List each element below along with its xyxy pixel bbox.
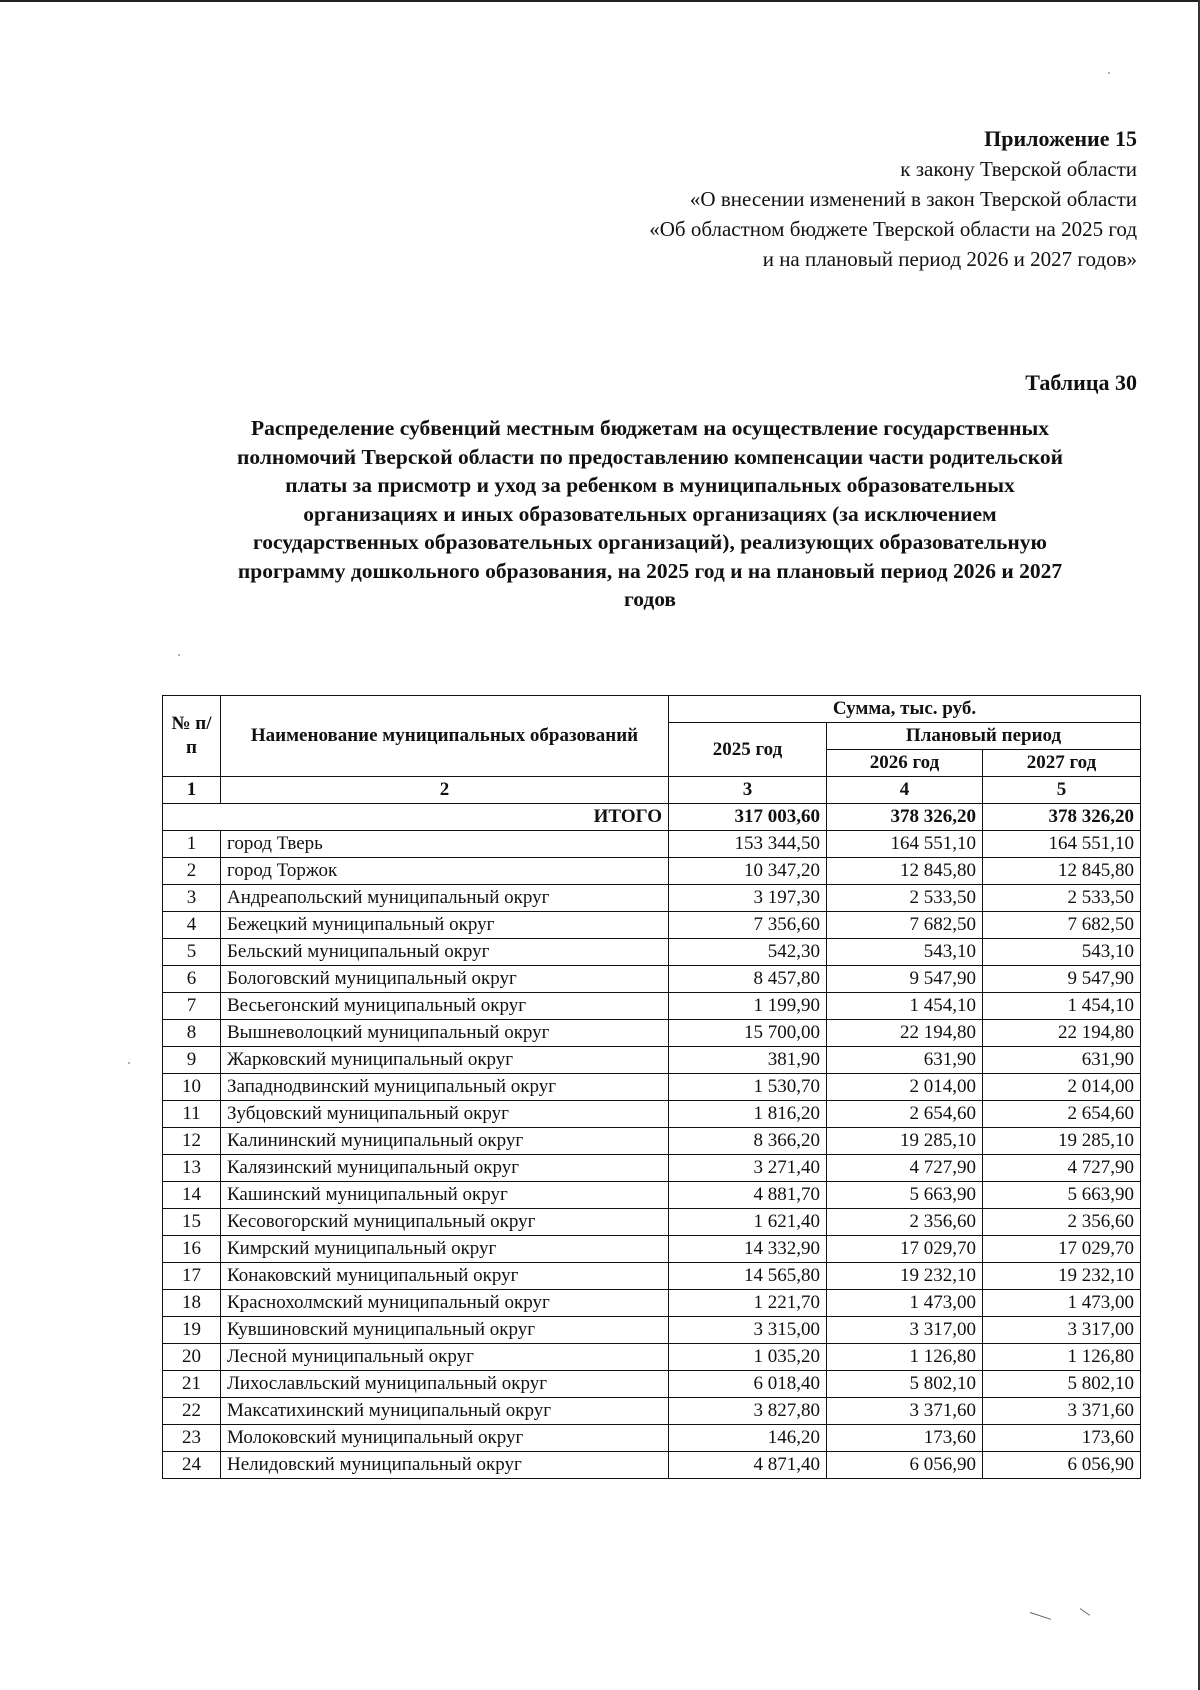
row-name: Кимрский муниципальный округ <box>221 1236 669 1263</box>
row-number: 6 <box>163 966 221 993</box>
total-row <box>163 804 1141 831</box>
row-number: 20 <box>163 1344 221 1371</box>
table-row <box>163 1236 1141 1263</box>
row-number: 21 <box>163 1371 221 1398</box>
row-2026: 3 317,00 <box>827 1317 983 1344</box>
table-row <box>163 1047 1141 1074</box>
row-2025: 14 332,90 <box>669 1236 827 1263</box>
appendix-line: «О внесении изменений в закон Тверской области <box>689 187 1137 211</box>
table-row <box>163 1452 1141 1479</box>
table-row <box>163 885 1141 912</box>
title-line: Распределение субвенций местным бюджетам на осуществление государственных <box>250 416 1050 440</box>
row-2027: 543,10 <box>983 939 1141 966</box>
row-name: Весьегонский муниципальный округ <box>221 993 669 1020</box>
document-title <box>150 414 1150 614</box>
table-row <box>163 1398 1141 1425</box>
index-cell: 5 <box>983 777 1141 804</box>
row-2027: 164 551,10 <box>983 831 1141 858</box>
row-number: 10 <box>163 1074 221 1101</box>
row-2025: 8 457,80 <box>669 966 827 993</box>
row-2026: 2 654,60 <box>827 1101 983 1128</box>
table-row <box>163 1155 1141 1182</box>
row-2027: 7 682,50 <box>983 912 1141 939</box>
row-2027: 631,90 <box>983 1047 1141 1074</box>
appendix-title: Приложение 15 <box>984 126 1137 151</box>
row-2026: 5 663,90 <box>827 1182 983 1209</box>
row-2027: 2 014,00 <box>983 1074 1141 1101</box>
row-2026: 164 551,10 <box>827 831 983 858</box>
row-2026: 2 014,00 <box>827 1074 983 1101</box>
row-2025: 3 315,00 <box>669 1317 827 1344</box>
row-2027: 2 654,60 <box>983 1101 1141 1128</box>
row-2026: 1 473,00 <box>827 1290 983 1317</box>
table-row <box>163 1425 1141 1452</box>
row-number: 24 <box>163 1452 221 1479</box>
row-2026: 12 845,80 <box>827 858 983 885</box>
table-row <box>163 1263 1141 1290</box>
row-2027: 1 126,80 <box>983 1344 1141 1371</box>
row-number: 9 <box>163 1047 221 1074</box>
total-2026: 378 326,20 <box>827 804 983 831</box>
row-2026: 2 356,60 <box>827 1209 983 1236</box>
header-2026: 2026 год <box>827 750 983 777</box>
title-line: годов <box>623 587 677 611</box>
row-2026: 5 802,10 <box>827 1371 983 1398</box>
row-2025: 3 827,80 <box>669 1398 827 1425</box>
row-name: Андреапольский муниципальный округ <box>221 885 669 912</box>
row-name: Зубцовский муниципальный округ <box>221 1101 669 1128</box>
header-planned: Плановый период <box>827 723 1141 750</box>
row-2027: 19 285,10 <box>983 1128 1141 1155</box>
row-2025: 6 018,40 <box>669 1371 827 1398</box>
row-number: 13 <box>163 1155 221 1182</box>
row-2027: 4 727,90 <box>983 1155 1141 1182</box>
table-row <box>163 831 1141 858</box>
row-2025: 153 344,50 <box>669 831 827 858</box>
subvention-table <box>162 695 1141 1479</box>
appendix-line: «Об областном бюджете Тверской области на 2025 год <box>649 217 1137 241</box>
table-row <box>163 1344 1141 1371</box>
row-number: 18 <box>163 1290 221 1317</box>
title-line: платы за присмотр и уход за ребенком в муниципальных образовательных <box>285 473 1015 497</box>
row-2025: 1 221,70 <box>669 1290 827 1317</box>
row-name: Конаковский муниципальный округ <box>221 1263 669 1290</box>
row-number: 5 <box>163 939 221 966</box>
row-number: 2 <box>163 858 221 885</box>
row-name: Вышневолоцкий муниципальный округ <box>221 1020 669 1047</box>
row-2027: 6 056,90 <box>983 1452 1141 1479</box>
scan-speck <box>128 1062 130 1064</box>
row-2027: 19 232,10 <box>983 1263 1141 1290</box>
row-2026: 1 454,10 <box>827 993 983 1020</box>
table-row <box>163 1317 1141 1344</box>
table-row <box>163 993 1141 1020</box>
scan-speck <box>178 654 180 656</box>
row-2025: 15 700,00 <box>669 1020 827 1047</box>
row-2027: 9 547,90 <box>983 966 1141 993</box>
row-name: Нелидовский муниципальный округ <box>221 1452 669 1479</box>
page-edge-top <box>0 0 1200 2</box>
row-name: Калязинский муниципальный округ <box>221 1155 669 1182</box>
row-2025: 146,20 <box>669 1425 827 1452</box>
row-2026: 3 371,60 <box>827 1398 983 1425</box>
index-cell: 3 <box>669 777 827 804</box>
header-2025: 2025 год <box>669 723 827 777</box>
row-number: 4 <box>163 912 221 939</box>
row-number: 12 <box>163 1128 221 1155</box>
row-2026: 19 232,10 <box>827 1263 983 1290</box>
row-number: 8 <box>163 1020 221 1047</box>
row-name: Жарковский муниципальный округ <box>221 1047 669 1074</box>
index-cell: 1 <box>163 777 221 804</box>
row-name: Краснохолмский муниципальный округ <box>221 1290 669 1317</box>
table-row <box>163 1101 1141 1128</box>
index-cell: 4 <box>827 777 983 804</box>
header-num-label: № п/п <box>171 713 212 758</box>
table-row <box>163 939 1141 966</box>
row-2025: 7 356,60 <box>669 912 827 939</box>
row-number: 1 <box>163 831 221 858</box>
row-number: 15 <box>163 1209 221 1236</box>
index-cell: 2 <box>221 777 669 804</box>
header-name: Наименование муниципальных образований <box>221 696 669 777</box>
row-number: 17 <box>163 1263 221 1290</box>
row-name: Калининский муниципальный округ <box>221 1128 669 1155</box>
row-2026: 543,10 <box>827 939 983 966</box>
row-2026: 631,90 <box>827 1047 983 1074</box>
row-2025: 4 871,40 <box>669 1452 827 1479</box>
row-2025: 1 199,90 <box>669 993 827 1020</box>
row-2026: 4 727,90 <box>827 1155 983 1182</box>
header-2027: 2027 год <box>983 750 1141 777</box>
row-name: город Тверь <box>221 831 669 858</box>
row-name: Кашинский муниципальный округ <box>221 1182 669 1209</box>
row-2027: 22 194,80 <box>983 1020 1141 1047</box>
row-2027: 5 663,90 <box>983 1182 1141 1209</box>
row-number: 7 <box>163 993 221 1020</box>
row-number: 16 <box>163 1236 221 1263</box>
appendix-block <box>649 124 1137 274</box>
table-row <box>163 1290 1141 1317</box>
row-number: 23 <box>163 1425 221 1452</box>
row-2025: 4 881,70 <box>669 1182 827 1209</box>
table-row <box>163 912 1141 939</box>
row-number: 3 <box>163 885 221 912</box>
row-name: Кувшиновский муниципальный округ <box>221 1317 669 1344</box>
row-2027: 173,60 <box>983 1425 1141 1452</box>
table-row <box>163 1371 1141 1398</box>
total-2027: 378 326,20 <box>983 804 1141 831</box>
row-2025: 1 035,20 <box>669 1344 827 1371</box>
row-2025: 14 565,80 <box>669 1263 827 1290</box>
row-number: 14 <box>163 1182 221 1209</box>
row-name: Бельский муниципальный округ <box>221 939 669 966</box>
row-2026: 2 533,50 <box>827 885 983 912</box>
row-2025: 542,30 <box>669 939 827 966</box>
row-name: Лесной муниципальный округ <box>221 1344 669 1371</box>
row-name: Молоковский муниципальный округ <box>221 1425 669 1452</box>
row-name: Бежецкий муниципальный округ <box>221 912 669 939</box>
table-row <box>163 1074 1141 1101</box>
row-2026: 173,60 <box>827 1425 983 1452</box>
row-name: Лихославльский муниципальный округ <box>221 1371 669 1398</box>
table-row <box>163 1020 1141 1047</box>
row-name: город Торжок <box>221 858 669 885</box>
header-sum: Сумма, тыс. руб. <box>669 696 1141 723</box>
header-num <box>163 696 221 777</box>
row-2026: 6 056,90 <box>827 1452 983 1479</box>
row-2025: 1 621,40 <box>669 1209 827 1236</box>
table-row <box>163 1182 1141 1209</box>
row-2027: 3 371,60 <box>983 1398 1141 1425</box>
row-2026: 9 547,90 <box>827 966 983 993</box>
row-2027: 12 845,80 <box>983 858 1141 885</box>
row-2025: 10 347,20 <box>669 858 827 885</box>
row-2027: 2 356,60 <box>983 1209 1141 1236</box>
row-2026: 7 682,50 <box>827 912 983 939</box>
row-number: 11 <box>163 1101 221 1128</box>
total-label: ИТОГО <box>163 804 669 831</box>
row-2025: 1 816,20 <box>669 1101 827 1128</box>
title-line: организациях и иных образовательных организациях (за исключением <box>303 501 997 526</box>
scan-speck <box>1108 72 1110 74</box>
row-name: Западнодвинский муниципальный округ <box>221 1074 669 1101</box>
appendix-line: к закону Тверской области <box>900 157 1137 181</box>
row-2027: 3 317,00 <box>983 1317 1141 1344</box>
appendix-line: и на плановый период 2026 и 2027 годов» <box>762 247 1137 271</box>
row-2027: 17 029,70 <box>983 1236 1141 1263</box>
row-name: Бологовский муниципальный округ <box>221 966 669 993</box>
title-line: программу дошкольного образования, на 2025 год и на плановый период 2026 и 2027 <box>237 558 1063 583</box>
total-2025: 317 003,60 <box>669 804 827 831</box>
row-2026: 17 029,70 <box>827 1236 983 1263</box>
row-2025: 1 530,70 <box>669 1074 827 1101</box>
row-2026: 22 194,80 <box>827 1020 983 1047</box>
row-2025: 381,90 <box>669 1047 827 1074</box>
row-2025: 8 366,20 <box>669 1128 827 1155</box>
row-number: 22 <box>163 1398 221 1425</box>
table-row <box>163 1128 1141 1155</box>
row-2025: 3 271,40 <box>669 1155 827 1182</box>
row-2025: 3 197,30 <box>669 885 827 912</box>
row-2026: 19 285,10 <box>827 1128 983 1155</box>
row-number: 19 <box>163 1317 221 1344</box>
title-line: государственных образовательных организаций), реализующих образовательную <box>253 530 1047 554</box>
scan-mark <box>1030 1612 1051 1620</box>
table-row <box>163 1209 1141 1236</box>
table-row <box>163 858 1141 885</box>
row-2027: 1 454,10 <box>983 993 1141 1020</box>
title-line: полномочий Тверской области по предоставлению компенсации части родительской <box>237 444 1063 469</box>
row-name: Максатихинский муниципальный округ <box>221 1398 669 1425</box>
table-row <box>163 966 1141 993</box>
row-2027: 1 473,00 <box>983 1290 1141 1317</box>
table-number: Таблица 30 <box>1025 370 1137 395</box>
scan-mark <box>1080 1608 1090 1616</box>
row-2026: 1 126,80 <box>827 1344 983 1371</box>
row-name: Кесовогорский муниципальный округ <box>221 1209 669 1236</box>
row-2027: 2 533,50 <box>983 885 1141 912</box>
row-2027: 5 802,10 <box>983 1371 1141 1398</box>
